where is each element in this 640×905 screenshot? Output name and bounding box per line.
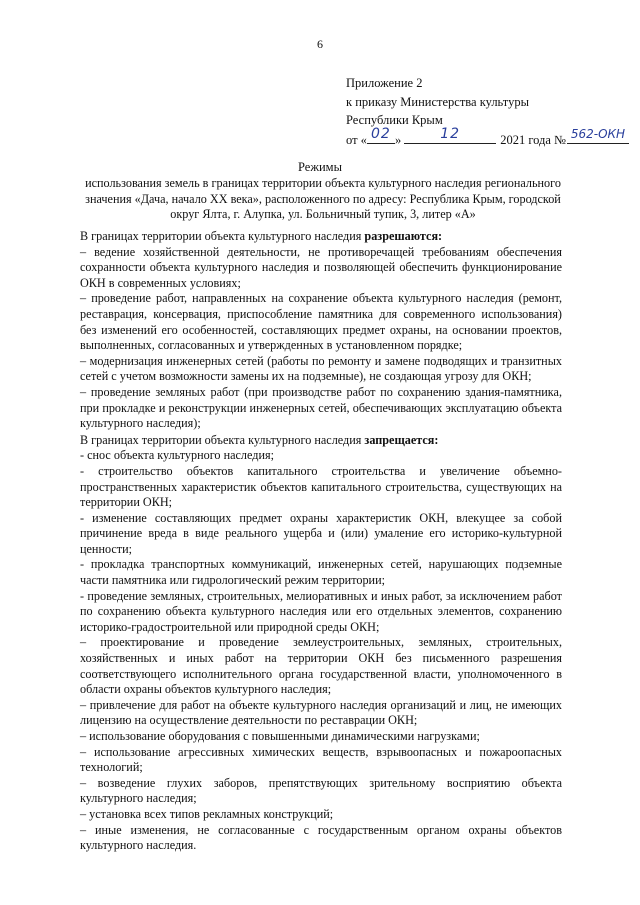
prohibited-item: - строительство объектов капитального строительства и увеличение объемно-пространственных характеристик объектов капитального строительства, существующих на территории ОКН; (80, 463, 562, 510)
date-month-field (404, 126, 496, 144)
appendix-date-line (346, 126, 629, 150)
date-day-handwritten: 02 (371, 126, 391, 142)
allowed-item: – проведение работ, направленных на сохранение объекта культурного наследия (ремонт, реставрация, консервация, приспособление памятника для современного использования) без изменений его особенностей, составляющих предмет охраны, на основании проектов, выполненных, согласованных и утвержденных в установленном порядке; (80, 291, 562, 353)
prohibited-item: - прокладка транспортных коммуникаций, инженерных сетей, нарушающих подземные части памятника или гидрологический режим территории; (80, 557, 562, 588)
date-month-handwritten: 12 (440, 126, 461, 142)
prohibited-item: - изменение составляющих предмет охраны характеристик ОКН, влекущее за собой причинение вреда в виде реального ущерба и (или) умаление его историко-культурной ценности; (80, 510, 562, 556)
allowed-item: – ведение хозяйственной деятельности, не противоречащей требованиям обеспечения сохранности объекта культурного наследия и позволяющей обеспечить функционирование ОКН в современных условиях; (80, 244, 562, 290)
appendix-line-1: Приложение 2 (346, 76, 423, 90)
appendix-header (346, 74, 629, 149)
prohibited-item: – возведение глухих заборов, препятствующих зрительному восприятию объекта культурного наследия; (80, 775, 562, 806)
date-year-text: 2021 года № (500, 132, 566, 147)
order-number-handwritten: 562-ОКН (570, 127, 626, 141)
document-body (80, 228, 562, 854)
order-number-field (567, 127, 629, 144)
prohibited-item: – использование оборудования с повышенными динамическими нагрузками; (80, 729, 480, 743)
prohibited-intro-text: В границах территории объекта культурного наследия (80, 432, 365, 447)
prohibited-item: - проведение земляных, строительных, мелиоративных и иных работ, за исключением работ по сохранению объекта культурного наследия или его отдельных элементов, сохранению историко-градостроительной или природной среды ОКН; (80, 588, 562, 634)
prohibited-item: – установка всех типов рекламных конструкций; (80, 806, 334, 821)
date-prefix: от « (346, 132, 367, 147)
prohibited-item: – привлечение для работ на объекте культурного наследия организаций и лиц, не имеющих лицензию на осуществление деятельности по реставрации ОКН; (80, 697, 562, 728)
appendix-line-3: Республики Крым (346, 113, 443, 127)
prohibited-intro-bold: запрещается: (364, 432, 439, 447)
document-title: Режимы (298, 160, 342, 174)
allowed-item: – проведение земляных работ (при производстве работ по сохранению здания-памятника, при прокладке и реконструкции инженерных сетей, обеспечивающих эксплуатацию объекта культурного наследия); (80, 384, 562, 431)
document-subtitle: использования земель в границах территории объекта культурного наследия регионального значения «Дача, начало XX века», расположенного по адресу: Республика Крым, городской округ Ялта, г. Алупка, ул. Больничный тупик, 3, литер «А» (85, 176, 561, 221)
prohibited-item: – иные изменения, не согласованные с государственным органом охраны объектов культурного наследия. (80, 822, 562, 853)
allowed-intro-bold: разрешаются: (364, 229, 443, 243)
appendix-line-2: к приказу Министерства культуры (346, 94, 529, 109)
allowed-item: – модернизация инженерных сетей (работы по ремонту и замене подводящих и транзитных сетей с учетом возможности замены их на подземные), не создающая угрозу для ОКН; (80, 353, 562, 384)
prohibited-item: – использование агрессивных химических веществ, взрывоопасных и пожароопасных технологий; (80, 744, 562, 775)
date-day-field (367, 126, 395, 144)
prohibited-item: - снос объекта культурного наследия; (80, 448, 274, 463)
allowed-intro (80, 229, 562, 245)
allowed-intro-text: В границах территории объекта культурного наследия (80, 229, 365, 243)
prohibited-intro (80, 433, 562, 449)
date-separator: » (394, 132, 402, 147)
page-number: 6 (317, 37, 323, 51)
prohibited-item: – проектирование и проведение землеустроительных, земляных, строительных, хозяйственных и иных работ на территории ОКН без письменного разрешения соответствующего исполнительного органа государственной власти, уполномоченного в области охраны объектов культурного наследия; (80, 635, 562, 697)
